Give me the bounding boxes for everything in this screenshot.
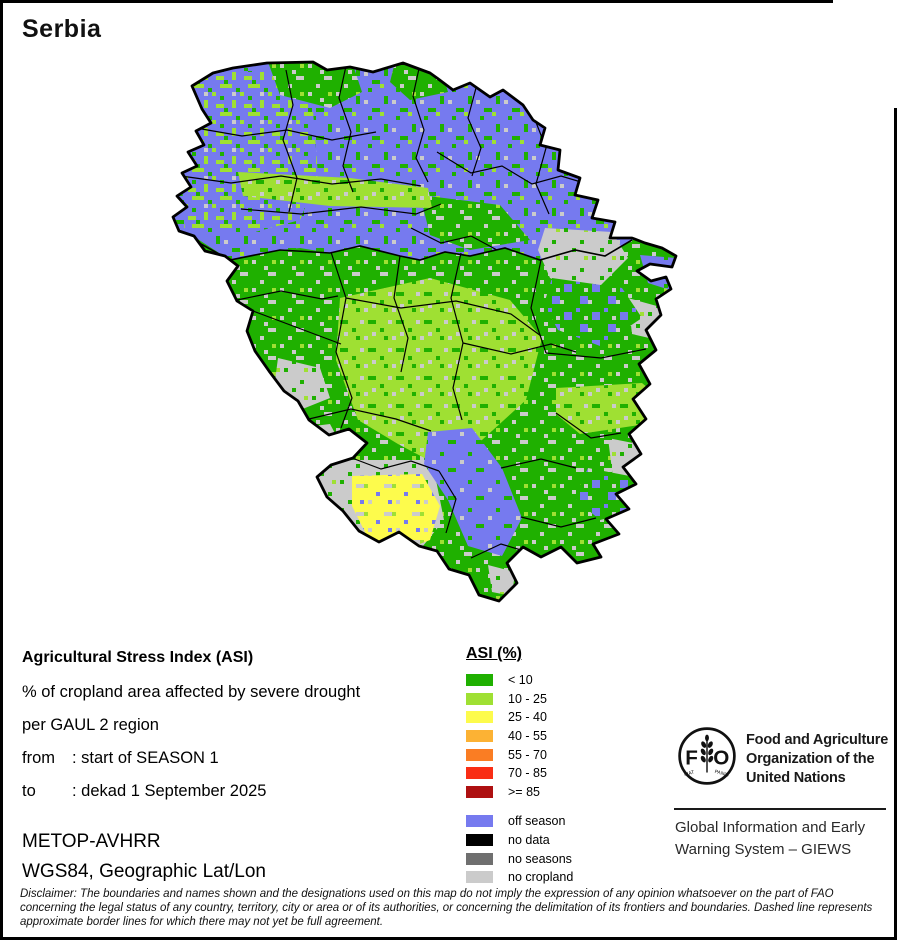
map-zone-east-lightgreen	[556, 383, 662, 434]
legend-label: 70 - 85	[508, 766, 547, 781]
legend-row	[466, 785, 676, 799]
giews-line1: Global Information and Early	[675, 819, 866, 836]
legend-title: ASI (%)	[466, 645, 522, 662]
legend-label: >= 85	[508, 785, 540, 800]
legend-row	[466, 710, 676, 724]
page-title: Serbia	[22, 15, 102, 43]
legend-row	[466, 748, 676, 762]
info-to-value: : dekad 1 September 2025	[72, 782, 267, 800]
legend-asi-classes	[466, 673, 676, 799]
info-to	[22, 782, 452, 801]
legend-status-classes	[466, 814, 676, 884]
legend-swatch	[466, 767, 493, 779]
legend-row	[466, 692, 676, 706]
info-line1: % of cropland area affected by severe drought	[22, 683, 361, 701]
fao-motto-panis: PANIS	[713, 769, 730, 779]
giews-label	[675, 817, 865, 861]
giews-line2: Warning System – GIEWS	[675, 841, 852, 858]
frame-left	[0, 0, 3, 940]
info-block	[22, 649, 452, 815]
legend-swatch	[466, 834, 493, 846]
legend-swatch	[466, 815, 493, 827]
legend-label: < 10	[508, 673, 533, 687]
legend-row	[466, 673, 676, 687]
legend-swatch	[466, 711, 493, 723]
legend-label: 25 - 40	[508, 710, 547, 725]
legend-label: no data	[508, 832, 550, 847]
fao-org-name	[746, 731, 888, 788]
legend-row	[466, 766, 676, 780]
frame-right	[894, 108, 897, 940]
legend-row	[466, 833, 676, 847]
legend-label: no seasons	[508, 851, 572, 866]
legend-label: no cropland	[508, 870, 574, 885]
fao-logo-letter-o: O	[713, 746, 730, 770]
fao-motto-fiat: FIAT	[683, 770, 696, 779]
projection-label: WGS84, Geographic Lat/Lon	[22, 861, 266, 882]
legend-swatch	[466, 693, 493, 705]
frame-bottom	[0, 937, 897, 940]
legend-label: 55 - 70	[508, 747, 547, 762]
fao-logo-letter-f: F	[685, 746, 698, 770]
frame-top	[0, 0, 833, 3]
legend-row	[466, 814, 676, 828]
legend-row	[466, 852, 676, 866]
info-from	[22, 749, 452, 768]
fao-org-line3: United Nations	[746, 770, 846, 786]
legend-swatch	[466, 786, 493, 798]
info-line2: per GAUL 2 region	[22, 716, 159, 734]
fao-org-line2: Organization of the	[746, 751, 875, 767]
info-to-label: to	[22, 782, 36, 800]
disclaimer-text: Disclaimer: The boundaries and names shown and the designations used on this map do not imply the expression of any opinion whatsoever on the part of FAO concerning the legal status of any country, territory, city or area or of its authorities, or concerning the delimitation of its frontiers and boundaries. Dashed line represents approximate border lines for which there may not yet be full agreement.	[20, 888, 873, 928]
sensor-label: METOP-AVHRR	[22, 831, 161, 852]
fao-logo	[676, 725, 738, 787]
brand-divider	[674, 808, 886, 810]
info-from-label: from	[22, 749, 55, 767]
legend-label: 40 - 55	[508, 729, 547, 744]
info-from-value: : start of SEASON 1	[72, 749, 219, 767]
legend-swatch	[466, 871, 493, 883]
legend-swatch	[466, 674, 493, 686]
legend-label: off season	[508, 814, 566, 829]
legend-label: 10 - 25	[508, 691, 547, 706]
legend-row	[466, 870, 676, 884]
legend-swatch	[466, 730, 493, 742]
legend	[466, 645, 676, 889]
fao-org-line1: Food and Agriculture	[746, 732, 889, 748]
legend-swatch	[466, 749, 493, 761]
info-heading: Agricultural Stress Index (ASI)	[22, 649, 254, 666]
legend-row	[466, 729, 676, 743]
legend-swatch	[466, 853, 493, 865]
